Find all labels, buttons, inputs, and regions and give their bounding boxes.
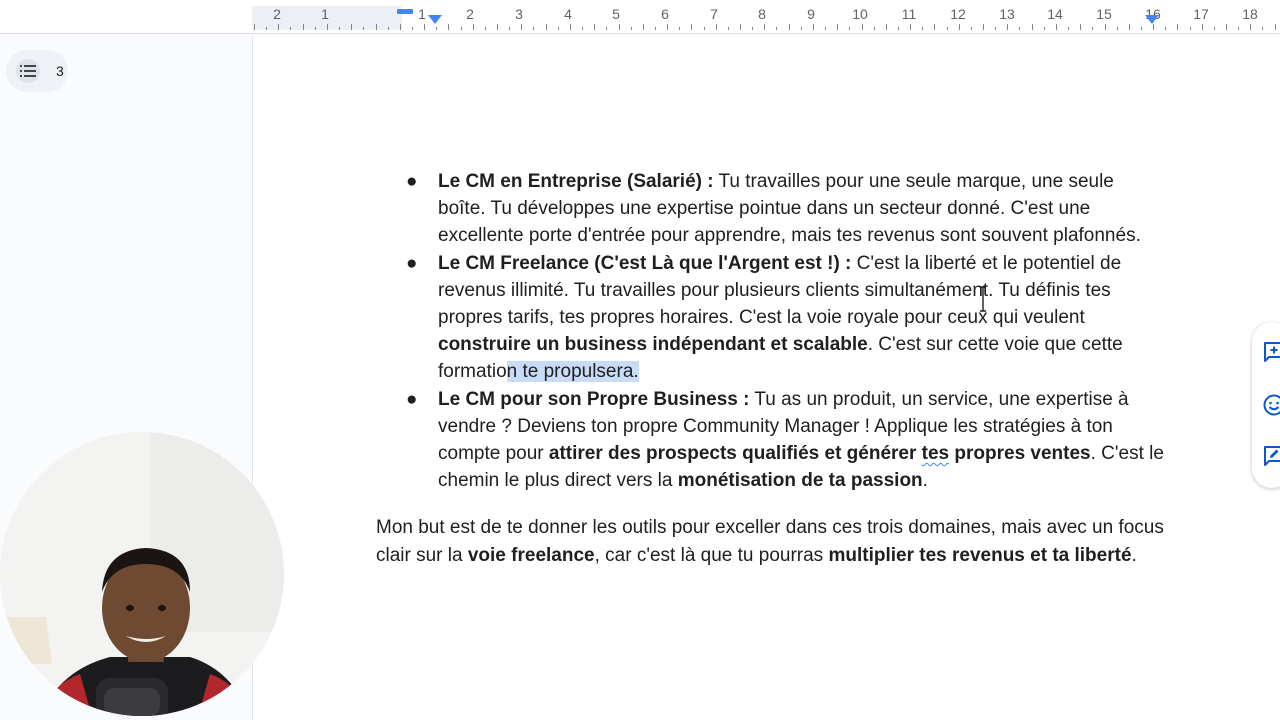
bold-text: propres ventes [949,443,1091,465]
list-item[interactable] [376,250,1166,386]
ruler-tick [376,24,377,30]
ruler-number: 13 [999,6,1015,22]
selected-text: n te propulsera. [506,361,639,383]
ruler-tick [619,24,620,30]
ruler-tick [558,27,559,30]
ruler-tick [983,24,984,30]
ruler-tick [813,24,814,30]
ruler-tick [655,27,656,30]
ruler-tick [412,27,413,30]
ruler-tick [910,24,911,30]
bold-text: Le CM en Entreprise (Salarié) : [438,171,714,192]
ruler-tick [363,27,364,30]
spellcheck-flagged-text: tes [921,443,950,465]
ruler-tick [849,27,850,30]
ruler-tick [1019,27,1020,30]
ruler-tick [436,27,437,30]
ruler-number: 3 [515,6,523,22]
ruler-tick [959,24,960,30]
ruler-tick [473,24,474,30]
ruler-tick [1044,27,1045,30]
text-run: Mon but est de te donner les outils pour exceller dans ces trois domaines, mais avec un focus clair sur la [376,517,1164,566]
ruler-tick [922,27,923,30]
bold-text: Le CM Freelance (C'est Là que l'Argent est !) : [438,252,852,274]
ruler-tick [1092,27,1093,30]
ruler-number: 17 [1193,6,1209,22]
ruler-tick [533,27,534,30]
suggest-edit-icon[interactable] [1262,444,1280,468]
ruler-tick [485,27,486,30]
ruler-number: 10 [852,6,868,22]
ruler-tick [546,24,547,30]
ruler-tick [278,24,279,30]
ruler-tick [898,27,899,30]
ruler-tick [351,24,352,30]
ruler-tick [837,24,838,30]
ruler-tick [801,27,802,30]
add-comment-icon[interactable] [1262,340,1280,364]
outline-list-icon [16,59,40,83]
ruler-tick [424,24,425,30]
ruler-tick [1117,27,1118,30]
ruler-tick [594,24,595,30]
bullet-marker: ● [406,388,418,410]
ruler-number: 2 [273,6,281,22]
ruler-number: 16 [1145,6,1161,22]
bold-text: Le CM pour son Propre Business : [438,388,750,410]
bullet-marker: ● [406,252,418,274]
bullet-list [376,168,1166,494]
bold-text: voie freelance [467,544,595,566]
document-outline-button[interactable] [6,50,68,92]
ruler-tick [1056,24,1057,30]
ruler-number: 15 [1096,6,1112,22]
bold-text: monétisation de ta passion [677,470,923,492]
ruler-number: 14 [1047,6,1063,22]
ruler-tick [691,24,692,30]
ruler-tick [716,24,717,30]
ruler-tick [254,24,255,30]
document-body[interactable] [376,168,1166,569]
ruler-tick [1190,27,1191,30]
text-run: . C'est sur cette voie que cette formatio [438,334,1123,383]
ruler-number: 6 [661,6,669,22]
ruler-tick [582,27,583,30]
ruler-tick [1007,24,1008,30]
ruler-tick [667,24,668,30]
ruler-number: 5 [612,6,620,22]
text-run: C'est la liberté et le potentiel de revenus illimité. Tu travailles pour plusieurs clients simultanément. Tu définis tes propres tarifs, tes propres horaires. C'est la voie royale pour ceux qui veulent [438,252,1122,329]
ruler-tick [971,27,972,30]
ruler-tick [1262,27,1263,30]
first-line-indent-marker[interactable] [397,9,413,14]
bold-text: multiplier tes revenus et ta liberté [828,544,1132,566]
ruler-tick [825,27,826,30]
ruler-number: 4 [564,6,572,22]
list-item[interactable] [376,168,1166,250]
text-run: Tu travailles pour une seule marque, une seule boîte. Tu développes une expertise pointue dans un secteur donné. C'est une excellente porte d'entrée pour apprendre, mais tes revenus sont souvent plafonnés. [438,171,1141,247]
ruler-tick [327,24,328,30]
ruler-tick [631,27,632,30]
ruler-tick [995,27,996,30]
text-run: . [922,470,928,492]
ruler-tick [266,27,267,30]
ruler-tick [1275,24,1276,30]
ruler-tick [764,24,765,30]
ruler-tick [752,27,753,30]
ruler-tick [1177,24,1178,30]
ruler-tick [303,24,304,30]
ruler-tick [679,27,680,30]
ruler-tick [728,27,729,30]
ruler-tick [509,27,510,30]
webcam-overlay [0,432,284,716]
side-action-bar [1252,322,1280,488]
presenter-video-image [0,432,284,716]
ruler-tick [1226,24,1227,30]
ruler-number: 12 [950,6,966,22]
outline-heading-count: 3 [56,63,64,79]
text-run: Tu as un produit, un service, une expertise à vendre ? Deviens ton propre Community Manager ! Applique les stratégies à ton compte pour [438,388,1129,465]
ruler-number: 7 [710,6,718,22]
emoji-reaction-icon[interactable] [1262,393,1280,417]
ruler-tick [1153,24,1154,30]
ruler-tick [1105,24,1106,30]
ruler-number: 1 [321,6,329,22]
bullet-marker: ● [406,171,418,192]
ruler-tick [886,24,887,30]
ruler-tick [339,27,340,30]
ruler-tick [1238,27,1239,30]
ruler-tick [1129,24,1130,30]
bold-text: attirer des prospects qualifiés et générer [548,443,922,465]
ruler-tick [497,24,498,30]
ruler-tick [947,27,948,30]
ruler-number: 2 [466,6,474,22]
ruler-tick [570,24,571,30]
ruler-number: 11 [901,6,917,22]
text-run: . [1131,544,1137,566]
text-run: . C'est le chemin le plus direct vers la [438,443,1164,492]
ruler-tick [448,24,449,30]
ruler-tick [1068,27,1069,30]
horizontal-ruler[interactable] [0,0,1280,34]
ruler-tick [400,24,401,30]
text-run: , car c'est là que tu pourras [594,544,829,566]
ruler-tick [1165,27,1166,30]
ruler-tick [643,24,644,30]
ruler-tick [521,24,522,30]
ruler-tick [704,27,705,30]
ruler-tick [862,24,863,30]
ruler-number: 1 [418,6,426,22]
ruler-tick [934,24,935,30]
left-indent-marker[interactable] [428,15,442,24]
text-cursor-icon [979,286,987,312]
ruler-tick [461,27,462,30]
ruler-tick [789,24,790,30]
ruler-tick [1214,27,1215,30]
ruler-tick [1080,24,1081,30]
list-item[interactable] [376,386,1166,495]
closing-paragraph[interactable] [376,514,1166,568]
ruler-tick [1250,24,1251,30]
ruler-tick [1032,24,1033,30]
ruler-tick [1141,27,1142,30]
ruler-tick [776,27,777,30]
ruler-tick [740,24,741,30]
ruler-number: 9 [807,6,815,22]
ruler-tick [388,27,389,30]
ruler-tick [290,27,291,30]
right-indent-marker[interactable] [1145,15,1159,24]
ruler-number: 8 [758,6,766,22]
ruler-tick [1202,24,1203,30]
ruler-tick [606,27,607,30]
ruler-number: 18 [1242,6,1258,22]
bold-text: construire un business indépendant et scalable [438,334,868,356]
ruler-tick [874,27,875,30]
ruler-tick [315,27,316,30]
